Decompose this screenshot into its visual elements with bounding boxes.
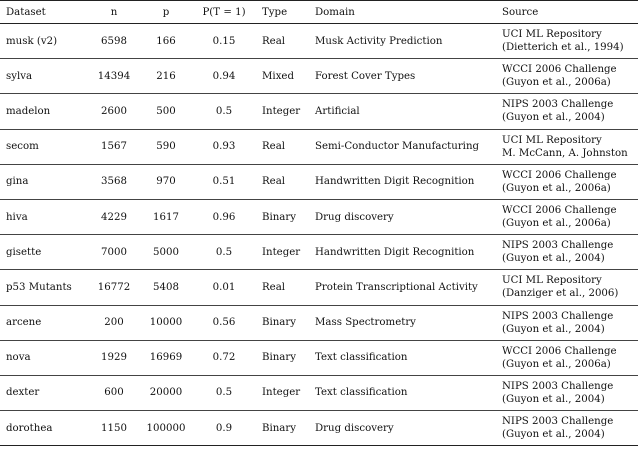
cell-pt: 0.72: [192, 340, 256, 375]
cell-type: Binary: [256, 340, 309, 375]
cell-domain: Drug discovery: [309, 199, 496, 234]
source-line: WCCI 2006 Challenge: [502, 205, 617, 217]
header-pt: P(T = 1): [192, 1, 256, 24]
cell-domain: Handwritten Digit Recognition: [309, 235, 496, 270]
source-line: (Guyon et al., 2004): [502, 393, 605, 405]
cell-pt: 0.93: [192, 129, 256, 164]
table-body: [0, 24, 638, 446]
cell-p: 5000: [140, 235, 192, 270]
cell-type: Integer: [256, 375, 309, 410]
cell-n: 16772: [88, 270, 140, 305]
cell-source: [496, 375, 638, 410]
cell-source: [496, 235, 638, 270]
header-type: Type: [256, 1, 309, 24]
header-domain: Domain: [309, 1, 496, 24]
cell-domain: Text classification: [309, 375, 496, 410]
source-line: (Guyon et al., 2004): [502, 429, 605, 441]
cell-domain: Forest Cover Types: [309, 59, 496, 94]
cell-domain: Protein Transcriptional Activity: [309, 270, 496, 305]
cell-source: [496, 129, 638, 164]
cell-source: [496, 305, 638, 340]
table-row: [0, 129, 638, 164]
cell-domain: Mass Spectrometry: [309, 305, 496, 340]
cell-n: 7000: [88, 235, 140, 270]
cell-dataset: secom: [0, 129, 88, 164]
table-row: [0, 235, 638, 270]
cell-n: 1150: [88, 411, 140, 446]
cell-type: Real: [256, 270, 309, 305]
source-line: (Dietterich et al., 1994): [502, 42, 624, 54]
cell-p: 10000: [140, 305, 192, 340]
cell-dataset: dexter: [0, 375, 88, 410]
cell-source: [496, 59, 638, 94]
table-row: [0, 94, 638, 129]
source-line: WCCI 2006 Challenge: [502, 169, 617, 181]
cell-dataset: musk (v2): [0, 24, 88, 59]
cell-p: 216: [140, 59, 192, 94]
table-row: [0, 164, 638, 199]
cell-pt: 0.51: [192, 164, 256, 199]
cell-dataset: p53 Mutants: [0, 270, 88, 305]
cell-type: Integer: [256, 94, 309, 129]
cell-pt: 0.5: [192, 235, 256, 270]
source-line: (Guyon et al., 2004): [502, 323, 605, 335]
cell-type: Real: [256, 24, 309, 59]
source-line: UCI ML Repository: [502, 29, 602, 41]
header-dataset: Dataset: [0, 1, 88, 24]
cell-pt: 0.94: [192, 59, 256, 94]
table-row: [0, 375, 638, 410]
cell-pt: 0.5: [192, 94, 256, 129]
source-line: (Guyon et al., 2006a): [502, 358, 611, 370]
cell-dataset: sylva: [0, 59, 88, 94]
cell-type: Mixed: [256, 59, 309, 94]
cell-source: [496, 24, 638, 59]
cell-dataset: gina: [0, 164, 88, 199]
cell-type: Integer: [256, 235, 309, 270]
cell-dataset: dorothea: [0, 411, 88, 446]
table-row: [0, 59, 638, 94]
source-line: (Guyon et al., 2004): [502, 112, 605, 124]
cell-source: [496, 94, 638, 129]
cell-p: 20000: [140, 375, 192, 410]
cell-source: [496, 164, 638, 199]
source-line: UCI ML Repository: [502, 275, 602, 287]
source-line: NIPS 2003 Challenge: [502, 416, 614, 428]
source-line: NIPS 2003 Challenge: [502, 310, 614, 322]
source-line: (Guyon et al., 2004): [502, 253, 605, 265]
cell-type: Binary: [256, 305, 309, 340]
source-line: NIPS 2003 Challenge: [502, 240, 614, 252]
header-p: p: [140, 1, 192, 24]
source-line: M. McCann, A. Johnston: [502, 147, 628, 159]
cell-dataset: nova: [0, 340, 88, 375]
source-line: NIPS 2003 Challenge: [502, 99, 614, 111]
cell-domain: Artificial: [309, 94, 496, 129]
cell-n: 2600: [88, 94, 140, 129]
source-line: (Danziger et al., 2006): [502, 288, 619, 300]
cell-dataset: hiva: [0, 199, 88, 234]
table-row: [0, 340, 638, 375]
source-line: WCCI 2006 Challenge: [502, 345, 617, 357]
cell-domain: Musk Activity Prediction: [309, 24, 496, 59]
cell-p: 970: [140, 164, 192, 199]
cell-p: 1617: [140, 199, 192, 234]
cell-dataset: madelon: [0, 94, 88, 129]
cell-type: Real: [256, 129, 309, 164]
source-line: (Guyon et al., 2006a): [502, 218, 611, 230]
cell-n: 4229: [88, 199, 140, 234]
table-row: [0, 199, 638, 234]
cell-n: 200: [88, 305, 140, 340]
source-line: WCCI 2006 Challenge: [502, 64, 617, 76]
cell-p: 16969: [140, 340, 192, 375]
source-line: (Guyon et al., 2006a): [502, 182, 611, 194]
cell-pt: 0.9: [192, 411, 256, 446]
cell-p: 100000: [140, 411, 192, 446]
cell-n: 6598: [88, 24, 140, 59]
cell-source: [496, 411, 638, 446]
cell-domain: Text classification: [309, 340, 496, 375]
cell-type: Binary: [256, 411, 309, 446]
cell-n: 3568: [88, 164, 140, 199]
cell-source: [496, 199, 638, 234]
source-line: (Guyon et al., 2006a): [502, 77, 611, 89]
cell-p: 500: [140, 94, 192, 129]
source-line: UCI ML Repository: [502, 134, 602, 146]
cell-domain: Handwritten Digit Recognition: [309, 164, 496, 199]
cell-p: 166: [140, 24, 192, 59]
cell-source: [496, 270, 638, 305]
header-source: Source: [496, 1, 638, 24]
cell-dataset: gisette: [0, 235, 88, 270]
table-row: [0, 24, 638, 59]
cell-domain: Drug discovery: [309, 411, 496, 446]
cell-source: [496, 340, 638, 375]
table-row: [0, 270, 638, 305]
source-line: NIPS 2003 Challenge: [502, 380, 614, 392]
cell-domain: Semi-Conductor Manufacturing: [309, 129, 496, 164]
cell-pt: 0.01: [192, 270, 256, 305]
cell-n: 1567: [88, 129, 140, 164]
cell-type: Real: [256, 164, 309, 199]
cell-pt: 0.56: [192, 305, 256, 340]
header-n: n: [88, 1, 140, 24]
cell-pt: 0.96: [192, 199, 256, 234]
cell-n: 14394: [88, 59, 140, 94]
cell-pt: 0.15: [192, 24, 256, 59]
table-row: [0, 305, 638, 340]
cell-p: 5408: [140, 270, 192, 305]
cell-p: 590: [140, 129, 192, 164]
cell-type: Binary: [256, 199, 309, 234]
cell-dataset: arcene: [0, 305, 88, 340]
cell-n: 600: [88, 375, 140, 410]
cell-n: 1929: [88, 340, 140, 375]
cell-pt: 0.5: [192, 375, 256, 410]
table-row: [0, 411, 638, 446]
header-row: [0, 1, 638, 24]
